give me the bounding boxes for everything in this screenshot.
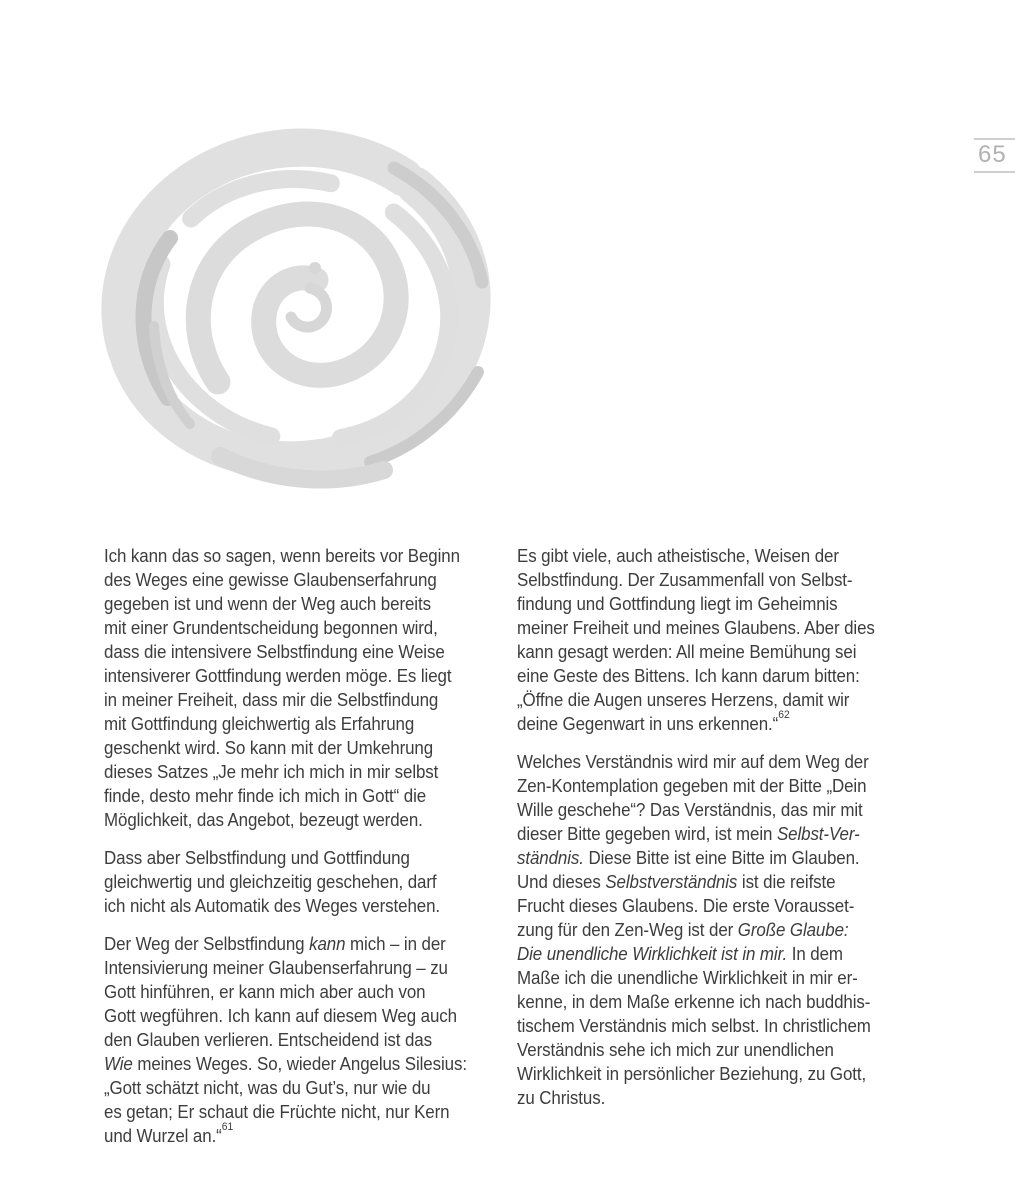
text-line: und Wurzel an.“$^{61}$ <box>104 1121 234 1146</box>
paragraph <box>517 544 912 736</box>
text-line: kann gesagt werden: All meine Bemühung sei <box>517 642 857 662</box>
text-line: Zen-Kontemplation gegeben mit der Bitte „Dein <box>517 776 867 796</box>
text-line: geschenkt wird. So kann mit der Umkehrung <box>104 738 434 758</box>
text-line: in meiner Freiheit, dass mir die Selbstfindung <box>104 690 439 710</box>
text-line: tischem Verständnis mich selbst. In christlichem <box>517 1016 871 1036</box>
text-line: Dass aber Selbstfindung und Gottfindung <box>104 848 410 868</box>
text-line: gegeben ist und wenn der Weg auch bereits <box>104 594 431 614</box>
text-line: gleichwertig und gleichzeitig geschehen, darf <box>104 872 437 892</box>
text-line: Welches Verständnis wird mir auf dem Weg der <box>517 752 869 772</box>
text-line: den Glauben verlieren. Entscheidend ist das <box>104 1030 433 1050</box>
text-line: Selbstfindung. Der Zusammenfall von Selbst- <box>517 570 853 590</box>
text-line: Es gibt viele, auch atheistische, Weisen der <box>517 546 839 566</box>
text-line: Der Weg der Selbstfindung kann mich – in der <box>104 934 446 954</box>
text-line: „Gott schätzt nicht, was du Gut’s, nur wie du <box>104 1078 431 1098</box>
text-line: Und dieses Selbstverständnis ist die reifste <box>517 872 836 892</box>
text-line: dieses Satzes „Je mehr ich mich in mir selbst <box>104 762 439 782</box>
text-line: dass die intensivere Selbstfindung eine Weise <box>104 642 445 662</box>
text-line: „Öffne die Augen unseres Herzens, damit wir <box>517 690 850 710</box>
text-line: kenne, in dem Maße erkenne ich nach buddhis- <box>517 992 871 1012</box>
text-line: ich nicht als Automatik des Weges verstehen. <box>104 896 441 916</box>
text-line: finde, desto mehr finde ich mich in Gott“ die <box>104 786 427 806</box>
text-line: Möglichkeit, das Angebot, bezeugt werden. <box>104 810 423 830</box>
page-number-block <box>974 138 1015 173</box>
paragraph <box>104 932 480 1148</box>
text-column-left <box>104 544 480 1148</box>
text-line: Maße ich die unendliche Wirklichkeit in mir er- <box>517 968 858 988</box>
text-line: Gott hinführen, er kann mich aber auch von <box>104 982 426 1002</box>
text-line: des Weges eine gewisse Glaubenserfahrung <box>104 570 437 590</box>
text-line: es getan; Er schaut die Früchte nicht, nur Kern <box>104 1102 450 1122</box>
text-line: dieser Bitte gegeben wird, ist mein Selbst-Ver- <box>517 824 860 844</box>
text-line: mit einer Grundentscheidung begonnen wird, <box>104 618 438 638</box>
text-line: mit Gottfindung gleichwertig als Erfahrung <box>104 714 415 734</box>
text-line: meiner Freiheit und meines Glaubens. Aber dies <box>517 618 875 638</box>
text-line: findung und Gottfindung liegt im Geheimnis <box>517 594 838 614</box>
text-line: Intensivierung meiner Glaubenserfahrung – zu <box>104 958 448 978</box>
paragraph <box>517 750 912 1110</box>
text-line: Wie meines Weges. So, wieder Angelus Silesius: <box>104 1054 467 1074</box>
text-line: deine Gegenwart in uns erkennen.“$^{62}$ <box>517 709 790 734</box>
text-line: intensiverer Gottfindung werden möge. Es liegt <box>104 666 452 686</box>
text-line: Frucht dieses Glaubens. Die erste Vorausset- <box>517 896 855 916</box>
paragraph <box>104 544 480 832</box>
text-line: ständnis. Diese Bitte ist eine Bitte im Glauben. <box>517 848 860 868</box>
text-line: Verständnis sehe ich mich zur unendlichen <box>517 1040 834 1060</box>
text-line: zu Christus. <box>517 1088 606 1108</box>
brush-circle-artwork <box>72 112 520 504</box>
text-column-right <box>517 544 912 1110</box>
page-number: 65 <box>978 141 1007 168</box>
text-line: Ich kann das so sagen, wenn bereits vor Beginn <box>104 546 460 566</box>
paragraph <box>104 846 480 918</box>
text-line: Wille geschehe“? Das Verständnis, das mir mit <box>517 800 863 820</box>
text-line: zung für den Zen-Weg ist der Große Glaube: <box>517 920 849 940</box>
text-line: Wirklichkeit in persönlicher Beziehung, zu Gott, <box>517 1064 867 1084</box>
text-line: Gott wegführen. Ich kann auf diesem Weg auch <box>104 1006 457 1026</box>
text-line: eine Geste des Bittens. Ich kann darum bitten: <box>517 666 860 686</box>
text-line: Die unendliche Wirklichkeit ist in mir. In dem <box>517 944 843 964</box>
